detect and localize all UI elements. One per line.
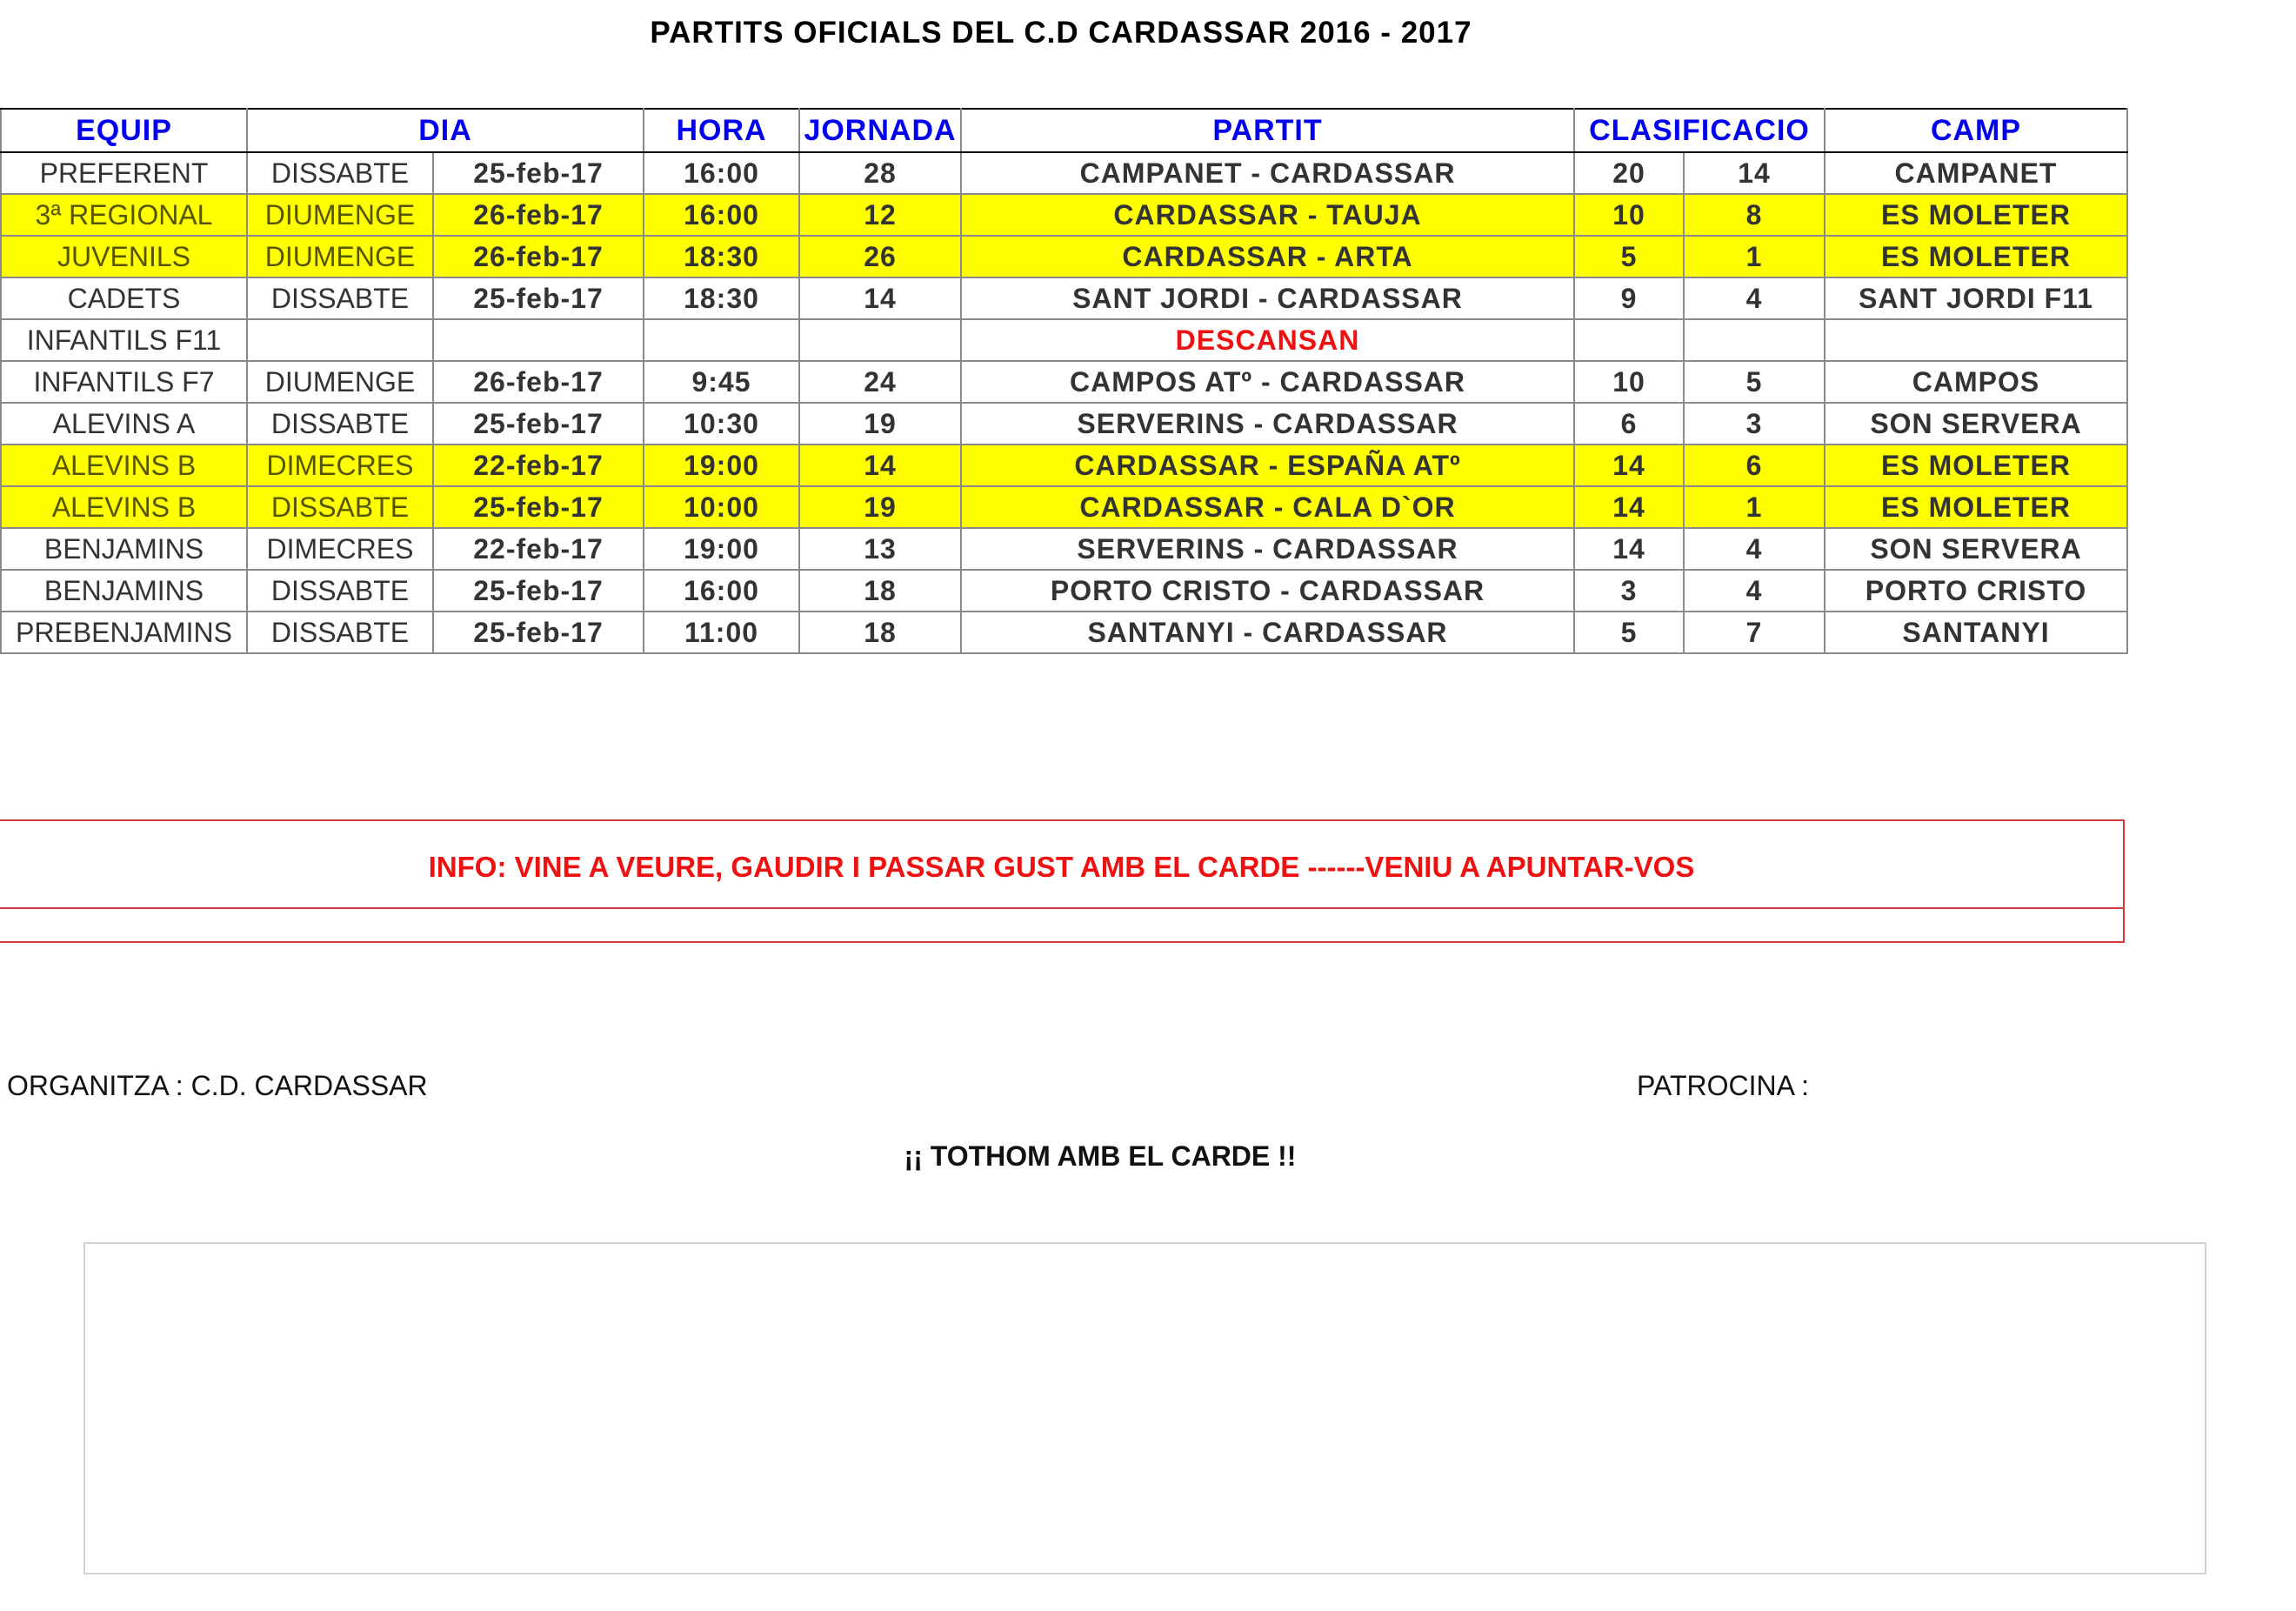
table-row [1, 528, 2127, 570]
date-cell: 25-feb-17 [433, 570, 644, 612]
weekday-cell: DISSABTE [247, 486, 433, 528]
weekday-cell: DISSABTE [247, 403, 433, 445]
header-equip: EQUIP [1, 109, 247, 152]
time-cell: 16:00 [644, 570, 799, 612]
table-row [1, 194, 2127, 236]
position-cell: 8 [1684, 194, 1825, 236]
team-cell: INFANTILS F7 [1, 361, 247, 403]
team-cell: 3ª REGIONAL [1, 194, 247, 236]
time-cell [644, 319, 799, 361]
team-cell: BENJAMINS [1, 570, 247, 612]
weekday-cell: DIUMENGE [247, 361, 433, 403]
position-cell: 4 [1684, 528, 1825, 570]
position-cell: 1 [1684, 486, 1825, 528]
time-cell: 9:45 [644, 361, 799, 403]
field-cell: SON SERVERA [1825, 403, 2127, 445]
table-row [1, 152, 2127, 194]
match-cell: CAMPANET - CARDASSAR [961, 152, 1574, 194]
field-cell: ES MOLETER [1825, 236, 2127, 277]
round-cell: 14 [799, 445, 961, 486]
field-cell: SANTANYI [1825, 612, 2127, 653]
field-cell: PORTO CRISTO [1825, 570, 2127, 612]
position-cell: 5 [1574, 236, 1684, 277]
position-cell: 14 [1574, 486, 1684, 528]
time-cell: 11:00 [644, 612, 799, 653]
position-cell: 14 [1684, 152, 1825, 194]
position-cell: 6 [1684, 445, 1825, 486]
info-divider [0, 907, 2123, 909]
round-cell: 26 [799, 236, 961, 277]
round-cell: 24 [799, 361, 961, 403]
position-cell: 6 [1574, 403, 1684, 445]
table-row [1, 403, 2127, 445]
position-cell: 14 [1574, 528, 1684, 570]
header-hora: HORA [644, 109, 799, 152]
match-schedule-table [0, 108, 2128, 654]
match-cell: CARDASSAR - ARTA [961, 236, 1574, 277]
date-cell: 25-feb-17 [433, 612, 644, 653]
time-cell: 10:00 [644, 486, 799, 528]
position-cell: 4 [1684, 277, 1825, 319]
field-cell: ES MOLETER [1825, 445, 2127, 486]
weekday-cell: DIMECRES [247, 528, 433, 570]
team-cell: INFANTILS F11 [1, 319, 247, 361]
table-row [1, 570, 2127, 612]
field-cell [1825, 319, 2127, 361]
date-cell: 22-feb-17 [433, 528, 644, 570]
table-row [1, 486, 2127, 528]
field-cell: ES MOLETER [1825, 194, 2127, 236]
team-cell: ALEVINS B [1, 486, 247, 528]
field-cell: CAMPANET [1825, 152, 2127, 194]
position-cell: 5 [1574, 612, 1684, 653]
round-cell: 18 [799, 612, 961, 653]
match-cell: PORTO CRISTO - CARDASSAR [961, 570, 1574, 612]
position-cell: 3 [1574, 570, 1684, 612]
position-cell: 9 [1574, 277, 1684, 319]
team-cell: ALEVINS A [1, 403, 247, 445]
header-partit: PARTIT [961, 109, 1574, 152]
field-cell: ES MOLETER [1825, 486, 2127, 528]
field-cell: CAMPOS [1825, 361, 2127, 403]
position-cell: 4 [1684, 570, 1825, 612]
time-cell: 19:00 [644, 445, 799, 486]
page-title: PARTITS OFICIALS DEL C.D CARDASSAR 2016 - 2017 [650, 16, 1472, 50]
header-jornada: JORNADA [799, 109, 961, 152]
weekday-cell: DIUMENGE [247, 236, 433, 277]
weekday-cell: DIUMENGE [247, 194, 433, 236]
match-cell: CARDASSAR - CALA D`OR [961, 486, 1574, 528]
team-cell: CADETS [1, 277, 247, 319]
table-row [1, 319, 2127, 361]
position-cell: 10 [1574, 194, 1684, 236]
weekday-cell: DISSABTE [247, 152, 433, 194]
round-cell: 19 [799, 403, 961, 445]
field-cell: SANT JORDI F11 [1825, 277, 2127, 319]
date-cell: 25-feb-17 [433, 486, 644, 528]
table-row [1, 277, 2127, 319]
info-text: INFO: VINE A VEURE, GAUDIR I PASSAR GUST AMB EL CARDE ------VENIU A APUNTAR-VOS [428, 851, 1695, 883]
team-cell: BENJAMINS [1, 528, 247, 570]
table-row [1, 361, 2127, 403]
match-cell: CAMPOS ATº - CARDASSAR [961, 361, 1574, 403]
weekday-cell: DIMECRES [247, 445, 433, 486]
date-cell: 25-feb-17 [433, 403, 644, 445]
time-cell: 18:30 [644, 236, 799, 277]
weekday-cell: DISSABTE [247, 570, 433, 612]
team-cell: PREBENJAMINS [1, 612, 247, 653]
round-cell: 19 [799, 486, 961, 528]
time-cell: 16:00 [644, 152, 799, 194]
table-body [1, 152, 2127, 653]
round-cell: 12 [799, 194, 961, 236]
slogan: ¡¡ TOTHOM AMB EL CARDE !! [904, 1140, 1297, 1172]
position-cell: 10 [1574, 361, 1684, 403]
organitza-label: ORGANITZA : C.D. CARDASSAR [7, 1070, 428, 1101]
position-cell [1684, 319, 1825, 361]
position-cell: 1 [1684, 236, 1825, 277]
sponsor-box [83, 1242, 2206, 1574]
header-clasificacio: CLASIFICACIO [1574, 109, 1825, 152]
position-cell: 5 [1684, 361, 1825, 403]
date-cell: 25-feb-17 [433, 277, 644, 319]
weekday-cell: DISSABTE [247, 277, 433, 319]
table-row [1, 612, 2127, 653]
date-cell: 26-feb-17 [433, 236, 644, 277]
weekday-cell [247, 319, 433, 361]
header-dia: DIA [247, 109, 644, 152]
date-cell: 22-feb-17 [433, 445, 644, 486]
date-cell: 26-feb-17 [433, 194, 644, 236]
position-cell [1574, 319, 1684, 361]
round-cell: 13 [799, 528, 961, 570]
time-cell: 16:00 [644, 194, 799, 236]
match-cell: SERVERINS - CARDASSAR [961, 403, 1574, 445]
time-cell: 10:30 [644, 403, 799, 445]
date-cell: 26-feb-17 [433, 361, 644, 403]
weekday-cell: DISSABTE [247, 612, 433, 653]
date-cell [433, 319, 644, 361]
round-cell: 14 [799, 277, 961, 319]
position-cell: 3 [1684, 403, 1825, 445]
position-cell: 20 [1574, 152, 1684, 194]
date-cell: 25-feb-17 [433, 152, 644, 194]
table-row [1, 236, 2127, 277]
position-cell: 7 [1684, 612, 1825, 653]
header-camp: CAMP [1825, 109, 2127, 152]
match-cell: CARDASSAR - TAUJA [961, 194, 1574, 236]
time-cell: 18:30 [644, 277, 799, 319]
team-cell: JUVENILS [1, 236, 247, 277]
info-box [0, 819, 2125, 943]
table-row [1, 445, 2127, 486]
match-cell: SANTANYI - CARDASSAR [961, 612, 1574, 653]
round-cell [799, 319, 961, 361]
field-cell: SON SERVERA [1825, 528, 2127, 570]
table-header-row [1, 109, 2127, 152]
team-cell: PREFERENT [1, 152, 247, 194]
time-cell: 19:00 [644, 528, 799, 570]
match-cell: SERVERINS - CARDASSAR [961, 528, 1574, 570]
match-cell: CARDASSAR - ESPAÑA ATº [961, 445, 1574, 486]
match-cell: DESCANSAN [961, 319, 1574, 361]
patrocina-label: PATROCINA : [1637, 1070, 1809, 1101]
position-cell: 14 [1574, 445, 1684, 486]
team-cell: ALEVINS B [1, 445, 247, 486]
round-cell: 18 [799, 570, 961, 612]
match-cell: SANT JORDI - CARDASSAR [961, 277, 1574, 319]
round-cell: 28 [799, 152, 961, 194]
